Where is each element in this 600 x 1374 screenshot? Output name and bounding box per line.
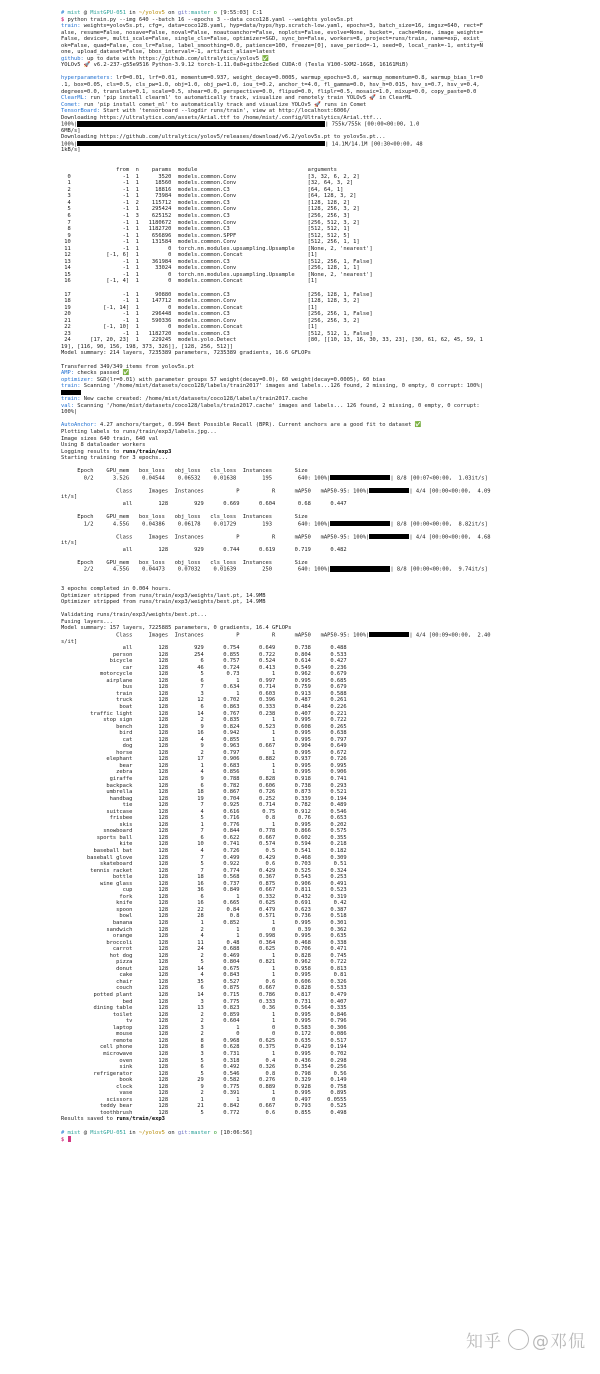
download-line: Downloading https://github.com/ultralytics/yolov5/releases/download/v6.2/yolov5s.pt to yolov5s.pt... [61, 134, 386, 141]
class-row: spoon 128 22 0.84 0.479 0.623 0.387 [61, 906, 347, 913]
class-row: oven 128 5 0.318 0.4 0.436 0.298 [61, 1057, 347, 1064]
progress-bar [330, 521, 390, 527]
prompt-path: ~/yolov5 [138, 10, 165, 16]
prompt-hash: # [61, 1129, 65, 1136]
prompt-dollar: $ [61, 16, 68, 23]
model-row: 18 -1 1 147712 models.common.Conv [128, 128, 3, 2] [61, 298, 360, 305]
log-text: YOLOv5 🚀 v6.2-237-g55e9516 Python-3.9.12 torch-1.11.0a0+gitbc2c6ed CUDA:0 (Tesla V100-SXM2-16GB, 16161MiB) [61, 62, 409, 69]
val-header: Class Images Instances P R mAP50 mAP50-95: 100%| | 4/4 [00:09<00:00, 2.40 [61, 632, 491, 639]
class-row: elephant 128 17 0.906 0.882 0.937 0.726 [61, 756, 347, 763]
class-row: sandwich 128 2 1 0 0.39 0.362 [61, 926, 347, 933]
class-row: orange 128 4 1 0.998 0.995 0.635 [61, 933, 347, 940]
input-line [61, 1136, 594, 1143]
prompt-status: o [213, 10, 217, 16]
log-line: Fusing layers... [61, 618, 113, 625]
class-row: zebra 128 4 0.856 1 0.995 0.906 [61, 769, 347, 776]
log-text: Starting training for 3 epochs... [61, 455, 169, 462]
log-label: train: [61, 23, 81, 30]
class-row: bowl 128 28 0.8 0.571 0.736 0.518 [61, 913, 347, 920]
log-bold: runs/train/exp3 [122, 448, 172, 455]
class-row: umbrella 128 18 0.867 0.726 0.873 0.521 [61, 789, 347, 796]
class-row: sink 128 6 0.492 0.326 0.354 0.256 [61, 1064, 347, 1071]
progress-bar [369, 534, 409, 540]
model-row: 22 [-1, 10] 1 0 models.common.Concat [1] [61, 324, 318, 331]
model-row: 1 -1 1 18560 models.common.Conv [32, 64, 3, 2] [61, 180, 354, 187]
prompt-hash: # [61, 10, 65, 16]
log-text: Transferred 349/349 items from yolov5s.pt [61, 363, 195, 370]
val-header: Class Images Instances P R mAP50 mAP50-95: 100%| | 4/4 [00:00<00:00, 4.09 [61, 488, 491, 495]
class-row: bench 128 9 0.824 0.523 0.608 0.265 [61, 723, 347, 730]
prompt-line: # mist @ MistGPU-051 in ~/yolov5 on git:master o [9:55:03] C:1 [61, 10, 263, 16]
model-row: 24 [17, 20, 23] 1 229245 models.yolo.Detect [80, [[10, 13, 16, 30, 33, 23], [30, 61, 62, 45, 59, 1 [61, 337, 483, 344]
model-row: 8 -1 1 1182720 models.common.C3 [512, 512, 1] [61, 226, 350, 233]
class-row: skis 128 1 0.776 1 0.995 0.202 [61, 821, 347, 828]
prompt-git: git: [177, 10, 191, 16]
model-row: 7 -1 1 1180672 models.common.Conv [256, 512, 3, 2] [61, 219, 360, 226]
class-row: horse 128 2 0.797 1 0.995 0.672 [61, 749, 347, 756]
epoch-header: Epoch GPU_mem box_loss obj_loss cls_loss Instances Size [61, 468, 308, 475]
class-row: all 128 929 0.754 0.649 0.738 0.488 [61, 645, 347, 652]
model-row: 19 [-1, 14] 1 0 models.common.Concat [1] [61, 304, 318, 311]
class-row: train 128 3 1 0.603 0.913 0.588 [61, 690, 347, 697]
log-text: Plotting labels to runs/train/exp3/labels.jpg... [61, 429, 217, 435]
log-text: checks passed ✅ [73, 370, 130, 377]
download-progress: 100%| | 14.1M/14.1M [00:30<00:00, 48 [61, 141, 423, 148]
download-progress-wrap: 6MB/s] [61, 127, 81, 134]
class-row: refrigerator 128 5 0.546 0.8 0.798 0.56 [61, 1070, 347, 1077]
log-text: alse, resume=False, nosave=False, noval=False, noautoanchor=False, noplots=False, evolve=None, bucket=, cache=None, image_weights= [61, 29, 483, 36]
class-row: airplane 128 6 1 0.997 0.995 0.685 [61, 677, 347, 684]
log-text: run 'pip install clearml' to automatically track, visualize and remotely train YOLOv5 🚀 in ClearML [86, 95, 412, 102]
class-row: dining table 128 13 0.823 0.36 0.564 0.335 [61, 1005, 347, 1012]
class-row: kite 128 10 0.741 0.574 0.594 0.218 [61, 841, 347, 848]
val-header: Class Images Instances P R mAP50 mAP50-95: 100%| | 4/4 [00:00<00:00, 4.68 [61, 534, 491, 541]
class-row: cake 128 4 0.843 1 0.995 0.81 [61, 972, 347, 979]
class-row: chair 128 35 0.527 0.6 0.606 0.326 [61, 978, 347, 985]
model-row: 4 -1 2 115712 models.common.C3 [128, 128, 2] [61, 199, 350, 206]
class-row: scissors 128 1 1 0 0.497 0.0555 [61, 1096, 347, 1103]
model-row: 19], [116, 90, 156, 198, 373, 326]], [128, 256, 512]] [61, 343, 234, 350]
class-row: potted plant 128 14 0.715 0.786 0.817 0.479 [61, 992, 347, 999]
class-row: bear 128 1 0.683 1 0.995 0.995 [61, 762, 347, 769]
class-row: car 128 46 0.724 0.413 0.549 0.236 [61, 664, 347, 671]
class-row: backpack 128 6 0.782 0.606 0.738 0.293 [61, 782, 347, 789]
class-row: skateboard 128 5 0.922 0.6 0.703 0.51 [61, 861, 347, 868]
model-row: Model summary: 214 layers, 7235389 parameters, 7235389 gradients, 16.6 GFLOPs [61, 350, 311, 357]
class-row: laptop 128 3 1 0 0.583 0.306 [61, 1024, 347, 1031]
model-header: from n params module arguments [61, 167, 337, 174]
class-row: book 128 29 0.582 0.276 0.329 0.149 [61, 1077, 347, 1084]
model-row: 20 -1 1 296448 models.common.C3 [256, 256, 1, False] [61, 311, 373, 318]
log-text: SGD(lr=0.01) with parameter groups 57 weight(decay=0.0), 60 weight(decay=0.0005), 60 bias [93, 376, 386, 383]
model-row: 23 -1 1 1182720 models.common.C3 [512, 512, 1, False] [61, 330, 373, 337]
log-text: Scanning '/home/mist/datasets/coco128/labels/train2017' images and labels...126 found, 2 missing, 0 empty, 0 corrupt: 100%| [80, 383, 483, 390]
results-saved: Results saved to runs/train/exp3 [61, 1116, 165, 1123]
log-line: Optimizer stripped from runs/train/exp3/weights/last.pt, 14.9MB [61, 592, 266, 599]
class-row: microwave 128 3 0.731 1 0.995 0.702 [61, 1050, 347, 1057]
log-label: optimizer: [61, 376, 94, 383]
class-row: truck 128 12 0.702 0.396 0.487 0.261 [61, 697, 347, 704]
model-row: 15 -1 1 0 torch.nn.modules.upsampling.Upsample [None, 2, 'nearest'] [61, 271, 373, 278]
progress-bar [369, 488, 409, 494]
log-line: 3 epochs completed in 0.004 hours. [61, 586, 172, 593]
model-row: 6 -1 3 625152 models.common.C3 [256, 256, 3] [61, 212, 350, 219]
log-text: New cache created: /home/mist/datasets/coco128/labels/train2017.cache [80, 396, 308, 403]
class-row: cup 128 36 0.849 0.667 0.811 0.523 [61, 887, 347, 894]
progress-bar [61, 390, 81, 396]
class-row: knife 128 16 0.665 0.625 0.691 0.42 [61, 900, 347, 907]
class-row: dog 128 9 0.963 0.667 0.904 0.649 [61, 743, 347, 750]
epoch-row: 2/2 4.55G 0.04473 0.07032 0.01639 250 640: 100%| | 8/8 [00:00<00:00, 9.74it/s] [61, 566, 488, 573]
class-row: teddy bear 128 21 0.842 0.667 0.793 0.525 [61, 1103, 347, 1110]
class-row: carrot 128 24 0.688 0.625 0.706 0.471 [61, 946, 347, 953]
log-text: Start with 'tensorboard --logdir runs/train', view at http://localhost:6006/ [99, 108, 350, 115]
prompt-time: [10:06:56] [216, 1129, 253, 1136]
model-row: 2 -1 1 18816 models.common.C3 [64, 64, 1] [61, 186, 344, 193]
class-row: fork 128 6 1 0.332 0.432 0.319 [61, 893, 347, 900]
epoch-header: Epoch GPU_mem box_loss obj_loss cls_loss Instances Size [61, 514, 308, 521]
progress-bar [330, 475, 390, 481]
val-all-row: all 128 929 0.669 0.604 0.68 0.447 [61, 501, 347, 508]
class-row: tennis racket 128 7 0.774 0.429 0.525 0.324 [61, 867, 347, 874]
log-text: 4.27 anchors/target, 0.994 Best Possible Recall (BPR). Current anchors are a good fit to dataset ✅ [96, 422, 422, 429]
prompt-branch: master [190, 10, 211, 16]
class-row: hot dog 128 2 0.469 1 0.828 0.745 [61, 952, 347, 959]
class-row: stop sign 128 2 0.835 1 0.995 0.722 [61, 717, 347, 724]
log-text: run 'pip install comet_ml' to automatically track and visualize YOLOv5 🚀 runs in Comet [80, 101, 367, 108]
model-row: 16 [-1, 4] 1 0 models.common.Concat [1] [61, 278, 318, 285]
log-label: train: [61, 383, 81, 390]
class-row: banana 128 1 0.852 1 0.995 0.301 [61, 920, 347, 927]
class-row: tie 128 7 0.925 0.714 0.782 0.489 [61, 802, 347, 809]
prompt-branch: master [190, 1129, 211, 1136]
class-row: tv 128 2 0.604 1 0.995 0.796 [61, 1018, 347, 1025]
class-row: couch 128 6 0.875 0.667 0.828 0.533 [61, 985, 347, 992]
watermark-logo-icon [508, 1329, 529, 1350]
class-row: cat 128 4 0.855 1 0.995 0.797 [61, 736, 347, 743]
log-text: Image sizes 640 train, 640 val [61, 435, 159, 442]
epoch-header: Epoch GPU_mem box_loss obj_loss cls_loss Instances Size [61, 559, 308, 566]
epoch-row: 1/2 4.55G 0.04386 0.06178 0.01729 193 640: 100%| | 8/8 [00:00<00:00, 8.82it/s] [61, 521, 488, 528]
log-text: .1, box=0.05, cls=0.5, cls_pw=1.0, obj=1.0, obj_pw=1.0, iou_t=0.2, anchor_t=4.0, fl_gamma=0.0, hsv_h=0.015, hsv_s=0.7, hsv_v=0.4, [61, 82, 480, 89]
log-label: AutoAnchor: [61, 422, 97, 429]
class-row: cell phone 128 8 0.628 0.375 0.429 0.194 [61, 1044, 347, 1051]
model-row: 12 [-1, 6] 1 0 models.common.Concat [1] [61, 252, 318, 259]
class-row: broccoli 128 11 0.48 0.364 0.468 0.338 [61, 939, 347, 946]
model-row: 0 -1 1 3520 models.common.Conv [3, 32, 6, 2, 2] [61, 173, 360, 180]
log-text: Logging results to [61, 448, 123, 455]
class-row: clock 128 9 0.775 0.889 0.928 0.758 [61, 1083, 347, 1090]
log-label: train: [61, 396, 81, 403]
log-text: Downloading https://ultralytics.com/assets/Arial.ttf to /home/mist/.config/Ultralytics/Arial.ttf... [61, 114, 383, 121]
progress-bar [369, 632, 409, 638]
log-label: hyperparameters: [61, 75, 113, 82]
class-row: bicycle 128 6 0.757 0.524 0.614 0.427 [61, 658, 347, 665]
prompt-user: mist [67, 10, 81, 16]
progress-bar [77, 121, 325, 127]
val-wrap: it/s] [61, 540, 78, 547]
prompt-dollar: $ [61, 1137, 68, 1144]
model-row: 3 -1 1 73984 models.common.Conv [64, 128, 3, 2] [61, 193, 357, 200]
log-label: Comet: [61, 101, 81, 108]
val-wrap: s/it] [61, 638, 78, 645]
class-row: bird 128 16 0.942 1 0.995 0.638 [61, 730, 347, 737]
cursor[interactable] [68, 1136, 71, 1142]
class-row: baseball bat 128 4 0.726 0.5 0.541 0.182 [61, 848, 347, 854]
model-row: 11 -1 1 0 torch.nn.modules.upsampling.Upsample [None, 2, 'nearest'] [61, 245, 373, 252]
log-label: AMP: [61, 370, 74, 377]
class-row: snowboard 128 7 0.844 0.778 0.866 0.575 [61, 828, 347, 835]
val-all-row: all 128 929 0.744 0.619 0.719 0.482 [61, 546, 347, 553]
class-row: bus 128 7 0.634 0.714 0.759 0.679 [61, 684, 347, 691]
prompt-host: MistGPU-051 [90, 10, 126, 16]
class-row: person 128 254 0.855 0.722 0.804 0.533 [61, 651, 347, 658]
model-row: 21 -1 1 590336 models.common.Conv [256, 256, 3, 2] [61, 317, 360, 324]
prompt-time: [9:55:03] C:1 [216, 10, 263, 16]
command-text: python train.py --img 640 --batch 16 --epochs 3 --data coco128.yaml --weights yolov5s.pt [67, 16, 354, 23]
class-row: remote 128 8 0.968 0.625 0.635 0.517 [61, 1037, 347, 1044]
model-row: 14 -1 1 33024 models.common.Conv [256, 128, 1, 1] [61, 265, 360, 272]
log-line: Optimizer stripped from runs/train/exp3/weights/best.pt, 14.9MB [61, 599, 266, 606]
log-line: Validating runs/train/exp3/weights/best.pt... [61, 612, 208, 619]
download-progress: 100%| | 755k/755k [00:00<00:00, 1.0 [61, 121, 420, 128]
progress-bar [77, 141, 325, 147]
class-row: vase 128 2 0.391 1 0.995 0.895 [61, 1090, 347, 1097]
download-progress-wrap: 1kB/s] [61, 147, 81, 154]
prompt-status: o [213, 1129, 217, 1136]
log-label: github: [61, 55, 84, 62]
prompt-user: mist [67, 1129, 81, 1136]
class-row: frisbee 128 5 0.716 0.8 0.76 0.653 [61, 815, 347, 822]
model-row: 13 -1 1 361984 models.common.C3 [512, 256, 1, False] [61, 258, 373, 265]
class-row: boat 128 6 0.863 0.333 0.484 0.226 [61, 703, 347, 710]
log-text: degrees=0.0, translate=0.1, scale=0.5, shear=0.0, perspective=0.0, flipud=0.0, fliplr=0.5, mosaic=1.0, mixup=0.0, copy_paste=0.0 [61, 88, 477, 95]
log-label: val: [61, 402, 74, 409]
prompt-git: git: [177, 1129, 191, 1136]
class-row: pizza 128 5 0.804 0.821 0.962 0.722 [61, 959, 347, 966]
model-row: 10 -1 1 131584 models.common.Conv [512, 256, 1, 1] [61, 239, 360, 246]
scan-progress: 100%| [61, 409, 78, 416]
watermark-handle: @邓侃 [532, 1332, 586, 1352]
log-label: ClearML: [61, 95, 87, 102]
log-text: one, upload_dataset=False, bbox_interval=-1, artifact_alias=latest [61, 49, 276, 56]
class-row: handbag 128 19 0.704 0.252 0.339 0.194 [61, 795, 347, 802]
log-label: TensorBoard: [61, 108, 100, 115]
log-text: False, device=, multi_scale=False, single_cls=False, optimizer=SGD, sync_bn=False, workers=8, project=runs/train, name=exp, exist_ [61, 36, 483, 43]
class-row: donut 128 14 0.675 1 0.958 0.813 [61, 965, 347, 972]
progress-bar [330, 566, 390, 572]
class-row: wine glass 128 16 0.737 0.875 0.906 0.491 [61, 880, 347, 887]
class-row: toothbrush 128 5 0.772 0.6 0.855 0.498 [61, 1109, 347, 1116]
log-text: lr0=0.01, lrf=0.01, momentum=0.937, weight_decay=0.0005, warmup_epochs=3.0, warmup_momentum=0.8, warmup_bias_lr=0 [112, 75, 483, 82]
prompt-line: # mist @ MistGPU-051 in ~/yolov5 on git:master o [10:06:56] [61, 1129, 253, 1136]
model-row: 5 -1 1 295424 models.common.Conv [128, 256, 3, 2] [61, 206, 360, 213]
class-row: mouse 128 2 0 0 0.172 0.086 [61, 1031, 347, 1038]
log-text: up to date with https://github.com/ultralytics/yolov5 ✅ [83, 55, 269, 62]
class-row: toilet 128 2 0.859 1 0.995 0.846 [61, 1011, 347, 1018]
watermark [466, 1327, 586, 1352]
class-row: baseball glove 128 7 0.499 0.429 0.468 0.309 [61, 854, 347, 861]
epoch-row: 0/2 3.52G 0.04544 0.06532 0.01638 195 640: 100%| | 8/8 [00:07<00:00, 1.03it/s] [61, 475, 488, 482]
class-row: sports ball 128 6 0.622 0.667 0.602 0.355 [61, 834, 347, 841]
log-text: Using 8 dataloader workers [61, 442, 146, 449]
model-row: 9 -1 1 656896 models.common.SPPF [512, 512, 5] [61, 232, 350, 239]
class-row: suitcase 128 4 0.616 0.75 0.912 0.546 [61, 808, 347, 815]
prompt-host: MistGPU-051 [90, 1129, 126, 1136]
log-text: weights=yolov5s.pt, cfg=, data=coco128.yaml, hyp=data/hyps/hyp.scratch-low.yaml, epochs=3, batch_size=16, imgsz=640, rect=F [80, 23, 483, 30]
log-line: Model summary: 157 layers, 7225885 parameters, 0 gradients, 16.4 GFLOPs [61, 625, 292, 632]
log-text: Scanning '/home/mist/datasets/coco128/labels/train2017.cache' images and labels... 126 found, 2 missing, 0 empty, 0 corrupt: [73, 402, 480, 409]
log-text: ok=False, quad=False, cos_lr=False, label_smoothing=0.0, patience=100, freeze=[0], save_period=-1, seed=0, local_rank=-1, entity=N [61, 42, 483, 49]
val-wrap: it/s] [61, 494, 78, 501]
class-row: giraffe 128 9 0.788 0.828 0.918 0.741 [61, 775, 347, 782]
class-row: traffic light 128 14 0.767 0.238 0.407 0.221 [61, 710, 347, 717]
class-row: bed 128 3 0.775 0.333 0.731 0.407 [61, 998, 347, 1005]
class-row: motorcycle 128 5 0.73 1 0.962 0.679 [61, 671, 347, 678]
model-row: 17 -1 1 90880 models.common.C3 [256, 128, 1, False] [61, 291, 373, 298]
class-row: bottle 128 18 0.568 0.367 0.543 0.253 [61, 874, 347, 881]
prompt-path: ~/yolov5 [138, 1129, 165, 1136]
watermark-brand: 知乎 [466, 1332, 502, 1352]
